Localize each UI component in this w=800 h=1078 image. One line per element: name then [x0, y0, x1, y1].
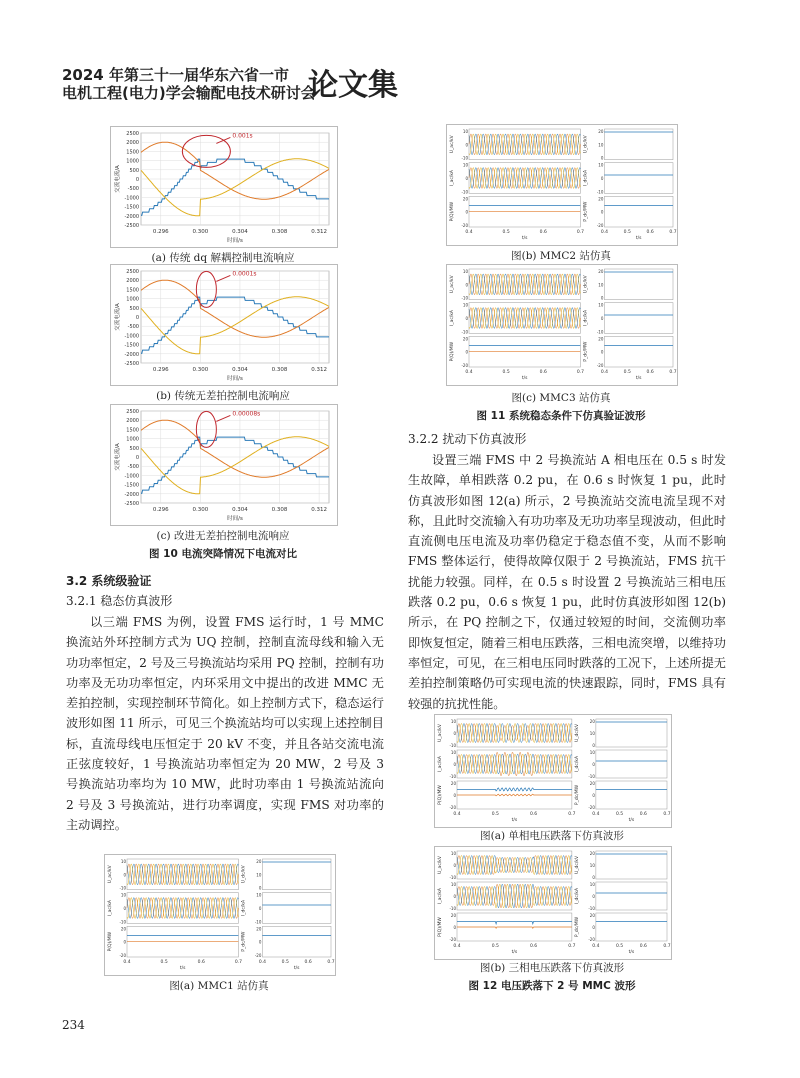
fig11-title: 图 11 系统稳态条件下仿真验证波形: [476, 410, 646, 422]
x-tick-label: 0.5: [502, 230, 510, 235]
y-tick-label: -20: [588, 805, 595, 810]
y-tick-label: 0: [465, 316, 468, 321]
subplot-ylabel: U_ac/kV: [450, 135, 455, 154]
x-tick-label: 0.308: [271, 229, 288, 235]
x-tick-label: 0.5: [491, 812, 499, 817]
y-tick-label: 0: [592, 793, 595, 798]
y-tick-label: -10: [119, 919, 126, 925]
x-tick-label: 0.7: [327, 960, 335, 965]
y-tick-label: -10: [596, 329, 604, 335]
y-tick-label: 10: [120, 859, 126, 864]
y-tick-label: 20: [598, 196, 604, 202]
y-tick-label: 0: [135, 315, 139, 321]
y-tick-label: 0: [465, 209, 468, 215]
y-tick-label: -10: [449, 774, 456, 779]
x-tick-label: 0.7: [669, 230, 677, 235]
y-tick-label: 20: [450, 913, 456, 918]
y-tick-label: 1500: [126, 287, 139, 294]
subplot-ylabel: P_dc/MW: [583, 341, 589, 362]
x-tick-label: 0.5: [616, 812, 624, 817]
y-tick-label: -20: [596, 223, 604, 228]
x-tick-label: 0.4: [258, 960, 266, 965]
y-tick-label: -10: [119, 885, 126, 891]
x-axis-label: t/s: [628, 950, 635, 955]
x-axis-label: t/s: [511, 818, 518, 823]
fig10-panel-c: [110, 404, 338, 526]
subplot-ylabel: I_dc/kA: [583, 169, 589, 187]
y-tick-label: 10: [256, 892, 262, 898]
x-tick-label: 0.4: [592, 944, 600, 949]
y-tick-label: -10: [449, 875, 456, 880]
x-tick-label: 0.6: [197, 960, 205, 965]
y-tick-label: 2000: [126, 278, 139, 285]
x-tick-label: 0.304: [232, 229, 248, 235]
y-tick-label: 10: [598, 302, 604, 308]
fig12-panel-b: [434, 846, 672, 960]
fig10-caption-b: (b) 传统无差拍控制电流响应: [156, 390, 290, 402]
x-axis-label: t/s: [521, 376, 528, 381]
x-tick-label: 0.6: [304, 960, 312, 965]
x-tick-label: 0.5: [623, 230, 631, 235]
fig11-caption-a: 图(a) MMC1 站仿真: [169, 980, 269, 992]
x-tick-label: 0.4: [123, 960, 131, 965]
y-tick-label: 0: [592, 925, 595, 930]
y-tick-label: 10: [589, 882, 595, 887]
y-tick-label: 0: [592, 894, 595, 899]
x-tick-label: 0.6: [646, 370, 654, 375]
y-tick-label: 0: [465, 282, 468, 288]
subplot-ylabel: P_dc/MW: [574, 916, 580, 938]
y-tick-label: 0: [453, 762, 456, 767]
y-tick-label: 0: [453, 863, 456, 868]
x-tick-label: 0.6: [530, 944, 538, 949]
y-tick-label: 2000: [126, 418, 139, 425]
subplot-ylabel: I_dc/kA: [241, 899, 247, 917]
y-tick-label: -10: [596, 189, 604, 195]
y-tick-label: 2500: [126, 131, 139, 137]
x-tick-label: 0.300: [192, 507, 209, 513]
y-tick-label: -1500: [124, 482, 139, 489]
x-axis-label: t/s: [628, 818, 635, 823]
x-tick-label: 0.7: [576, 230, 584, 235]
y-tick-label: -2500: [124, 501, 139, 507]
x-tick-label: 0.4: [453, 944, 461, 949]
x-tick-label: 0.5: [281, 960, 289, 965]
annotation-text: 0.0001s: [232, 270, 257, 278]
paragraph-1: 以三端 FMS 为例，设置 FMS 运行时，1 号 MMC 换流站外环控制方式为 UQ 控制，控制直流母线和输入无功功率恒定，2 号及三号换流站均采用 PQ 控制，控制有功功率及无功功率恒定，内环采用文中提出的改进 MMC 无差拍控制，实现控制环节简化。如上控制方式下，稳态运行波形如图 11 所示，可见三个换流站均可以实现上述控制目标，直流母线电压恒定于 20 kV 不变，并且各站交流电流正弦度较好，1 号换流站功率恒定为 20 MW，2 号及 3 号换流站功率均为 10 MW，此时功率由 1 号换流站流向 2 号及 3 号换流站，进行功率调度，实现 FMS 对功率的主动调控。: [66, 615, 384, 832]
y-tick-label: 20: [598, 129, 604, 134]
y-tick-label: 0: [600, 316, 604, 321]
y-tick-label: 0: [600, 176, 604, 181]
x-tick-label: 0.4: [453, 812, 461, 817]
y-tick-label: 10: [598, 162, 604, 168]
annotation-text: 0.00008s: [232, 410, 261, 418]
y-tick-label: -20: [596, 363, 604, 368]
y-tick-label: 0: [592, 743, 595, 748]
y-tick-label: -10: [461, 155, 468, 161]
x-tick-label: 0.4: [600, 370, 608, 375]
y-tick-label: -10: [254, 919, 262, 925]
subplot-ylabel: P(Q)/MW: [438, 917, 443, 937]
subsection-heading-1: 3.2.1 稳态仿真波形: [66, 594, 173, 608]
x-tick-label: 0.300: [192, 367, 209, 373]
subplot-frame: [604, 163, 673, 194]
y-tick-label: 0: [592, 875, 595, 880]
y-tick-label: 20: [589, 781, 595, 786]
y-tick-label: 2500: [126, 269, 139, 275]
y-tick-label: 0: [123, 906, 126, 911]
y-tick-label: 0: [258, 885, 262, 891]
x-tick-label: 0.6: [539, 230, 547, 235]
y-tick-label: 10: [450, 719, 456, 724]
x-tick-label: 0.300: [192, 229, 209, 235]
y-tick-label: -10: [588, 774, 595, 779]
subplot-frame: [604, 336, 673, 367]
header-big-title: 论文集: [308, 68, 398, 103]
y-tick-label: 20: [589, 851, 595, 856]
x-axis-label: t/s: [511, 950, 518, 955]
y-tick-label: 1000: [126, 158, 139, 165]
y-tick-label: 0: [135, 455, 139, 461]
y-tick-label: -2000: [124, 491, 139, 498]
subplot-ylabel: P(Q)/MW: [108, 931, 113, 952]
y-tick-label: -10: [461, 295, 468, 301]
fig10-caption-c: (c) 改进无差拍控制电流响应: [156, 530, 290, 542]
x-tick-label: 0.312: [311, 507, 327, 513]
fig10-panel-b: [110, 264, 338, 386]
subplot-frame: [596, 882, 667, 910]
y-tick-label: 1000: [126, 436, 139, 443]
y-tick-label: 0: [453, 894, 456, 899]
fig10-panel-a: [110, 126, 338, 248]
y-tick-label: 10: [450, 750, 456, 755]
x-tick-label: 0.296: [152, 507, 169, 513]
subplot-ylabel: I_ac/kA: [108, 899, 113, 917]
x-tick-label: 0.4: [465, 370, 473, 375]
x-tick-label: 0.4: [465, 230, 473, 235]
page-number: 234: [62, 1018, 85, 1032]
x-tick-label: 0.312: [311, 367, 327, 373]
x-tick-label: 0.4: [600, 230, 608, 235]
section-heading: 3.2 系统级验证: [66, 574, 152, 588]
header-big-wrap: [308, 68, 398, 104]
subplot-ylabel: U_ac/kV: [438, 856, 443, 874]
subplot-frame: [262, 893, 331, 924]
y-tick-label: -10: [461, 329, 468, 335]
subplot-frame: [604, 129, 673, 160]
y-tick-label: 0: [258, 906, 262, 911]
fig12-title: 图 12 电压跌落下 2 号 MMC 波形: [468, 980, 636, 992]
y-tick-label: 10: [598, 282, 604, 288]
x-tick-label: 0.7: [576, 370, 584, 375]
fig12-panel-a: [434, 714, 672, 828]
subplot-frame: [604, 303, 673, 334]
y-tick-label: 10: [450, 851, 456, 856]
y-tick-label: 20: [589, 913, 595, 918]
x-tick-label: 0.7: [234, 960, 242, 965]
y-axis-label: 交流电流/A: [115, 443, 121, 471]
y-tick-label: -20: [461, 363, 468, 368]
y-tick-label: 20: [120, 926, 126, 932]
y-tick-label: -20: [588, 937, 595, 942]
subplot-ylabel: U_dc/kV: [583, 135, 589, 154]
y-tick-label: 10: [256, 872, 262, 878]
x-tick-label: 0.304: [232, 507, 248, 513]
y-tick-label: 0: [465, 176, 468, 181]
y-tick-label: -20: [119, 953, 126, 958]
y-tick-label: 1000: [126, 296, 139, 303]
y-tick-label: 0: [465, 142, 468, 148]
x-tick-label: 0.6: [539, 370, 547, 375]
y-tick-label: -1000: [124, 473, 139, 480]
fig11-caption-b: 图(b) MMC2 站仿真: [511, 250, 611, 262]
y-tick-label: 10: [120, 892, 126, 898]
y-tick-label: -2000: [124, 213, 139, 220]
subplot-ylabel: U_ac/kV: [450, 275, 455, 294]
subplot-ylabel: P_dc/MW: [241, 931, 247, 952]
subplot-ylabel: I_dc/kA: [583, 309, 589, 327]
y-tick-label: -1500: [124, 204, 139, 211]
header: [62, 66, 316, 102]
y-tick-label: 10: [589, 750, 595, 755]
subplot-frame: [596, 719, 667, 747]
x-axis-label: 时间/s: [227, 238, 243, 244]
subplot-frame: [604, 196, 673, 227]
header-line1: 2024 年第三十一届华东六省一市: [62, 66, 289, 84]
subplot-ylabel: I_ac/kA: [450, 169, 455, 187]
y-tick-label: -500: [127, 186, 139, 193]
y-tick-label: 0: [600, 209, 604, 215]
subplot-ylabel: U_ac/kV: [108, 865, 113, 884]
x-tick-label: 0.4: [592, 812, 600, 817]
y-tick-label: 10: [462, 269, 468, 274]
y-tick-label: 10: [450, 882, 456, 887]
subplot-ylabel: I_ac/kA: [438, 755, 443, 773]
subplot-ylabel: I_ac/kA: [450, 309, 455, 327]
y-tick-label: 20: [598, 336, 604, 342]
y-tick-label: -20: [254, 953, 262, 958]
y-axis-label: 交流电流/A: [115, 165, 121, 193]
x-tick-label: 0.6: [639, 812, 647, 817]
y-tick-label: 0: [600, 295, 604, 301]
x-tick-label: 0.5: [623, 370, 631, 375]
x-tick-label: 0.6: [646, 230, 654, 235]
y-tick-label: 0: [600, 155, 604, 161]
subplot-ylabel: U_dc/kV: [583, 275, 589, 294]
x-tick-label: 0.308: [271, 367, 288, 373]
subsection-heading-2: 3.2.2 扰动下仿真波形: [408, 432, 527, 446]
y-tick-label: 20: [256, 859, 262, 864]
y-tick-label: -1000: [124, 195, 139, 202]
x-tick-label: 0.5: [502, 370, 510, 375]
fig11-panel-a: [104, 854, 336, 976]
x-tick-label: 0.7: [568, 812, 576, 817]
subplot-frame: [596, 781, 667, 809]
y-tick-label: 20: [598, 269, 604, 274]
y-tick-label: -20: [449, 937, 456, 942]
fig12-caption-b: 图(b) 三相电压跌落下仿真波形: [479, 962, 625, 974]
y-tick-label: 20: [589, 719, 595, 724]
subplot-ylabel: U_dc/kV: [574, 855, 580, 875]
y-tick-label: -10: [588, 906, 595, 911]
x-axis-label: 时间/s: [227, 516, 243, 522]
subplot-frame: [596, 750, 667, 778]
y-tick-label: 0: [258, 939, 262, 945]
subplot-ylabel: P_dc/MW: [583, 201, 589, 222]
y-tick-label: 10: [598, 142, 604, 148]
y-tick-label: 10: [462, 162, 468, 168]
subplot-frame: [596, 851, 667, 879]
y-tick-label: -500: [127, 464, 139, 471]
fig10-caption-a: (a) 传统 dq 解耦控制电流响应: [151, 252, 295, 264]
subplot-frame: [262, 926, 331, 957]
y-tick-label: -10: [449, 743, 456, 748]
y-tick-label: -20: [461, 223, 468, 228]
paragraph-2: 设置三端 FMS 中 2 号换流站 A 相电压在 0.5 s 时发生故障，单相跌落 0.2 pu，在 0.6 s 时恢复 1 pu，此时仿真波形如图 12(a) 所示，2 号换流站交流电流呈现不对称，且此时交流输入有功功率及无功功率呈现波动，但此时直流侧电压电流及功率仍稳定于稳态值不变，从而不影响 FMS 整体运行，使得故障仅限于 2 号换流站，FMS 抗干扰能力较强。同样，在 0.5 s 时设置 2 号换流站三相电压跌落 0.2 pu，0.6 s 恢复 1 pu，此时仿真波形如图 12(b) 所示，在 PQ 控制之下，仅通过较短的时间，交流侧功率即恢复恒定，随着三相电压跌落，三相电流突增，以维持功率恒定，可见，在三相电压同时跌落的工况下，上述所提无差拍控制策略仍可实现电流的快速跟踪，同时，FMS 具有较强的抗扰性能。: [408, 453, 726, 711]
x-axis-label: t/s: [521, 236, 528, 241]
y-tick-label: 0: [135, 177, 139, 183]
x-tick-label: 0.5: [491, 944, 499, 949]
y-tick-label: 20: [462, 336, 468, 342]
y-tick-label: -1000: [124, 333, 139, 340]
x-tick-label: 0.296: [152, 367, 169, 373]
subplot-frame: [604, 269, 673, 300]
subplot-frame: [262, 859, 331, 890]
x-tick-label: 0.7: [663, 944, 671, 949]
y-tick-label: 2500: [126, 409, 139, 415]
y-tick-label: -10: [461, 189, 468, 195]
y-tick-label: 500: [129, 445, 139, 452]
x-tick-label: 0.7: [663, 812, 671, 817]
y-tick-label: 0: [465, 349, 468, 355]
y-tick-label: 20: [462, 196, 468, 202]
y-tick-label: 0: [453, 793, 456, 798]
y-tick-label: 10: [462, 302, 468, 308]
y-tick-label: 1500: [126, 149, 139, 156]
y-tick-label: 0: [123, 939, 126, 945]
x-tick-label: 0.304: [232, 367, 248, 373]
y-tick-label: -10: [449, 906, 456, 911]
y-tick-label: 10: [589, 863, 595, 868]
x-axis-label: t/s: [635, 236, 642, 241]
y-tick-label: 20: [256, 926, 262, 932]
y-tick-label: 0: [453, 925, 456, 930]
annotation-text: 0.001s: [232, 132, 253, 140]
x-axis-label: t/s: [179, 966, 186, 971]
y-axis-label: 交流电流/A: [115, 303, 121, 331]
y-tick-label: -2000: [124, 351, 139, 358]
y-tick-label: 0: [453, 731, 456, 736]
fig12-caption-a: 图(a) 单相电压跌落下仿真波形: [480, 830, 624, 842]
y-tick-label: -1500: [124, 342, 139, 349]
subplot-ylabel: I_dc/kA: [574, 887, 580, 905]
subplot-frame: [596, 913, 667, 941]
x-tick-label: 0.312: [311, 229, 327, 235]
y-tick-label: 0: [592, 762, 595, 767]
subplot-ylabel: U_ac/kV: [438, 724, 443, 742]
x-tick-label: 0.6: [639, 944, 647, 949]
fig11-panel-c: [446, 264, 678, 386]
subplot-ylabel: P(Q)/MW: [450, 201, 455, 222]
y-tick-label: -500: [127, 324, 139, 331]
fig11-panel-b: [446, 124, 678, 246]
x-tick-label: 0.296: [152, 229, 169, 235]
subplot-ylabel: I_ac/kA: [438, 887, 443, 905]
y-tick-label: 20: [450, 781, 456, 786]
y-tick-label: -2500: [124, 361, 139, 367]
x-tick-label: 0.5: [616, 944, 624, 949]
x-tick-label: 0.6: [530, 812, 538, 817]
x-tick-label: 0.308: [271, 507, 288, 513]
y-tick-label: 2000: [126, 140, 139, 147]
subplot-ylabel: U_dc/kV: [241, 865, 247, 884]
subplot-ylabel: P(Q)/MW: [438, 785, 443, 805]
x-tick-label: 0.5: [160, 960, 168, 965]
header-line2: 电机工程(电力)学会输配电技术研讨会: [62, 84, 316, 102]
fig11-caption-c: 图(c) MMC3 站仿真: [511, 392, 611, 404]
y-tick-label: 10: [462, 129, 468, 134]
y-tick-label: -20: [449, 805, 456, 810]
y-tick-label: 0: [600, 349, 604, 355]
y-tick-label: -2500: [124, 223, 139, 229]
x-tick-label: 0.7: [568, 944, 576, 949]
y-tick-label: 500: [129, 167, 139, 174]
fig10-title: 图 10 电流突降情况下电流对比: [149, 548, 297, 560]
subplot-ylabel: U_dc/kV: [574, 723, 580, 743]
x-axis-label: t/s: [293, 966, 300, 971]
y-tick-label: 0: [123, 872, 126, 878]
y-tick-label: 10: [589, 731, 595, 736]
y-tick-label: 1500: [126, 427, 139, 434]
subplot-ylabel: P(Q)/MW: [450, 341, 455, 362]
subplot-ylabel: I_dc/kA: [574, 755, 580, 773]
y-tick-label: 500: [129, 305, 139, 312]
x-axis-label: t/s: [635, 376, 642, 381]
x-axis-label: 时间/s: [227, 376, 243, 382]
x-tick-label: 0.7: [669, 370, 677, 375]
subplot-ylabel: P_dc/MW: [574, 784, 580, 806]
